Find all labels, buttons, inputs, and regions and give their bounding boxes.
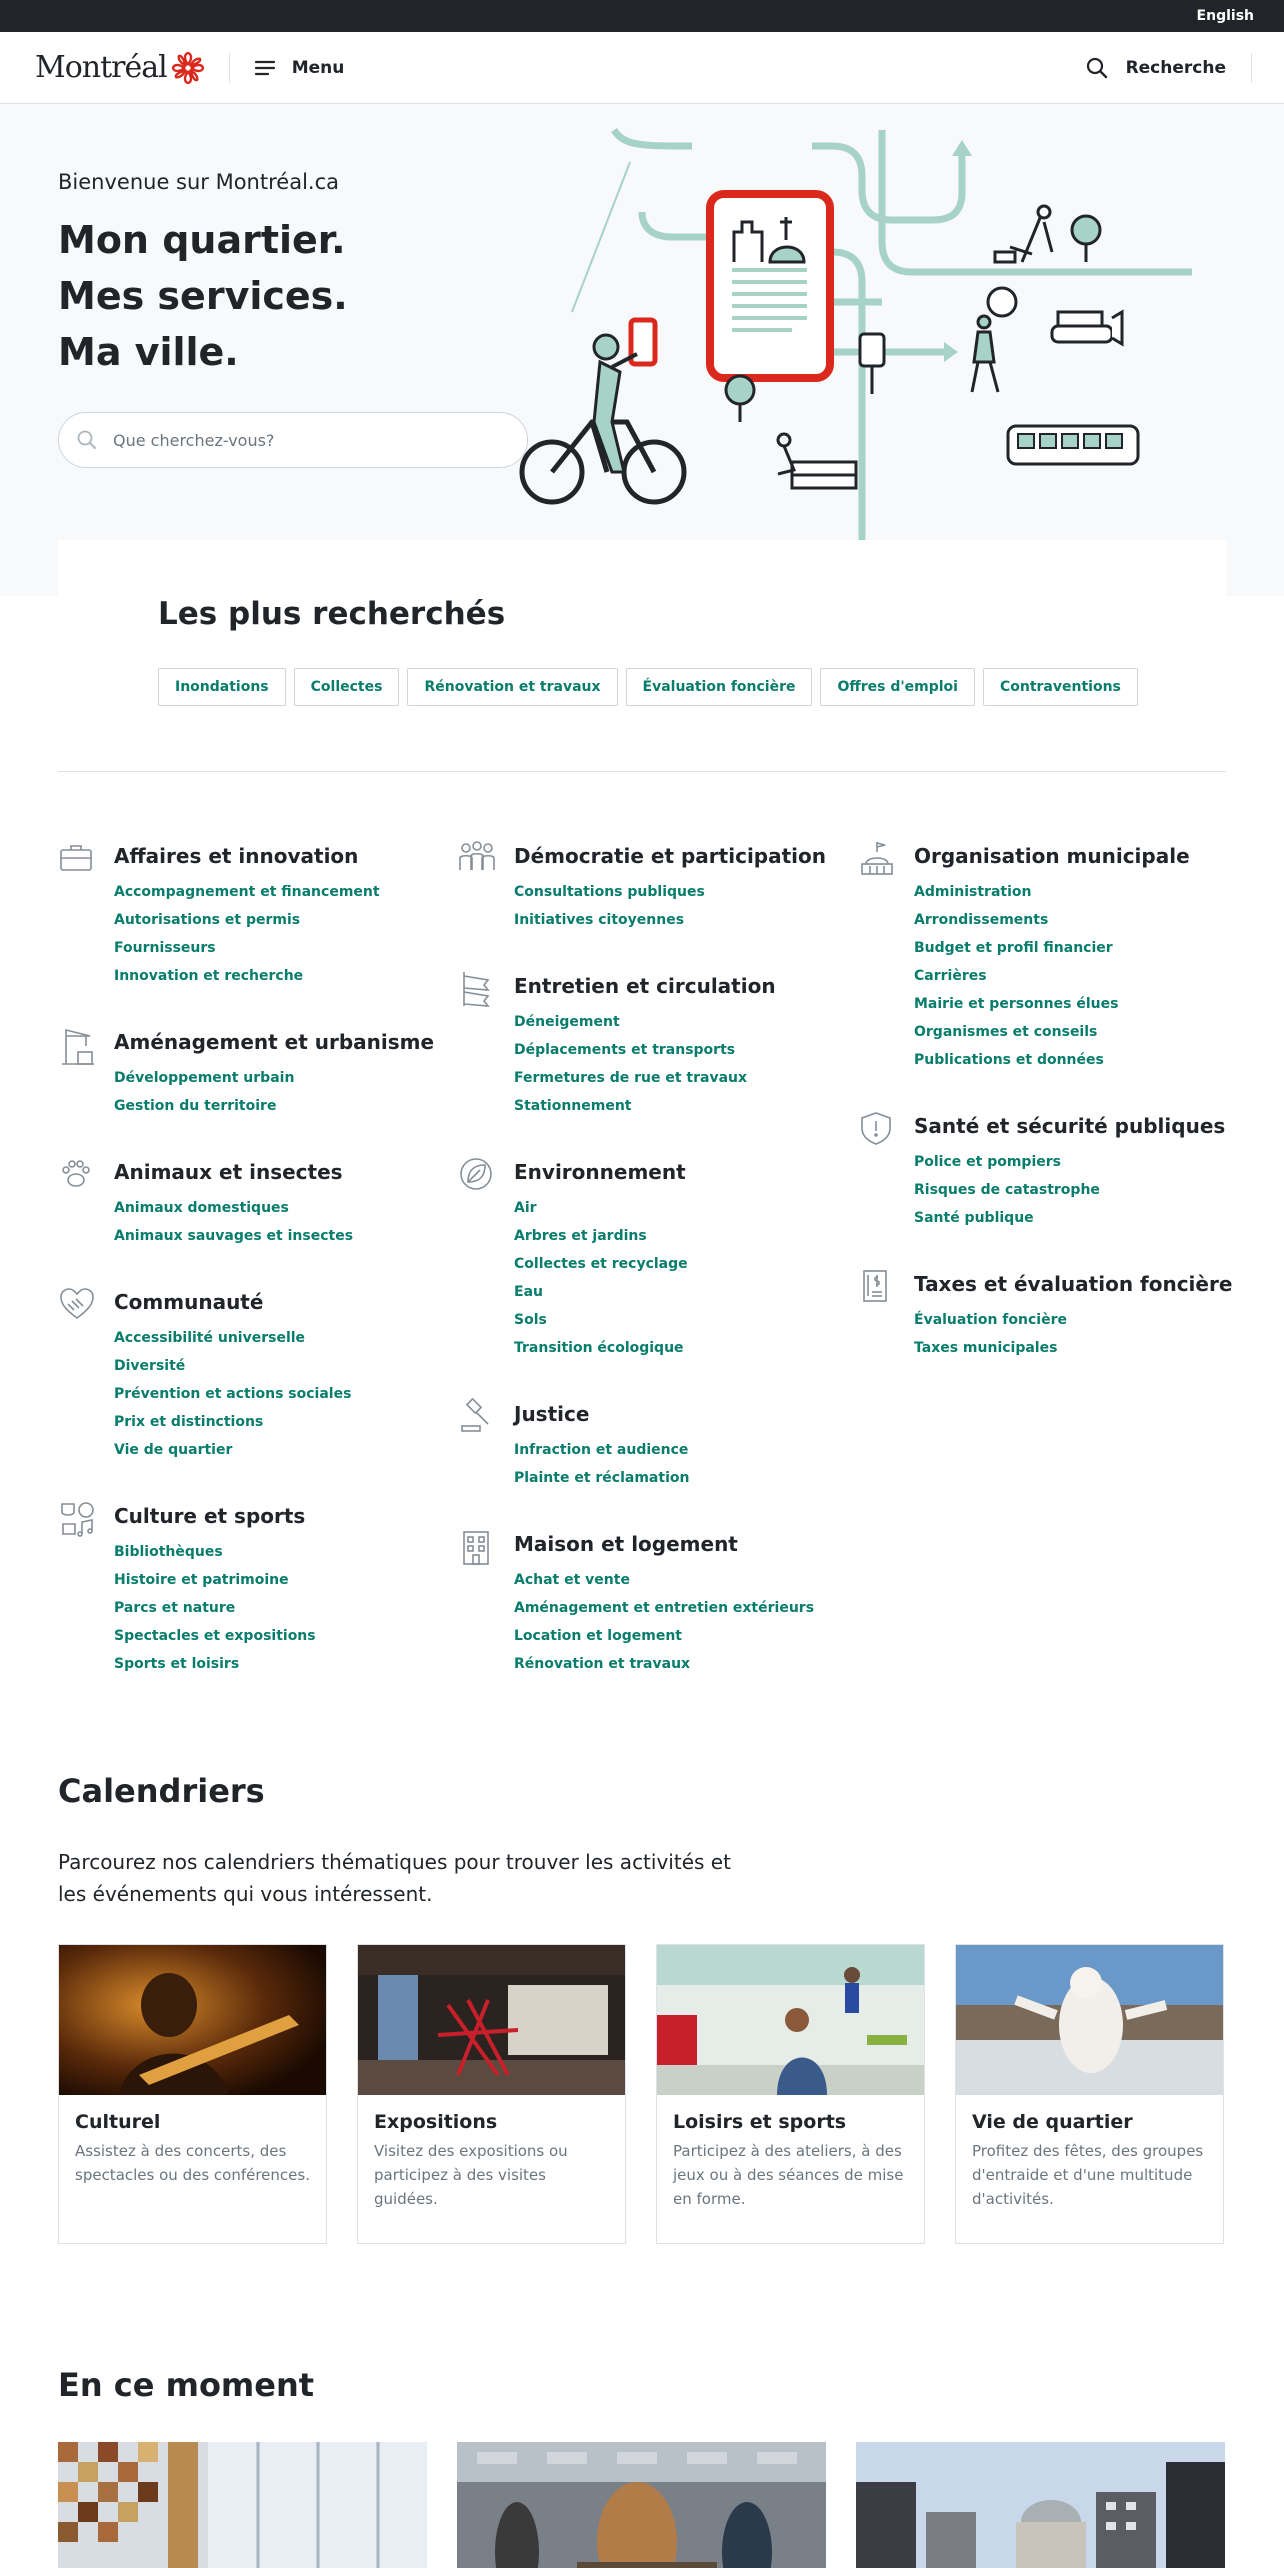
category-link[interactable]: Accompagnement et financement xyxy=(114,884,380,900)
montreal-logo[interactable] xyxy=(35,50,205,85)
current-news-title: En ce moment xyxy=(58,2366,315,2404)
calendar-card-list xyxy=(58,1944,1224,2244)
category-link[interactable]: Mairie et personnes élues xyxy=(914,996,1119,1012)
calendar-card-image xyxy=(59,1945,326,2095)
popular-chip[interactable]: Inondations xyxy=(158,668,286,706)
hero-title-line: Mon quartier. xyxy=(58,218,346,262)
hero-search-box[interactable] xyxy=(58,412,528,468)
tax-document-icon xyxy=(858,1268,894,1306)
city-illustration xyxy=(512,122,1192,542)
category-title[interactable]: Culture et sports xyxy=(114,1504,306,1528)
calendar-card-image xyxy=(657,1945,924,2095)
hero-title xyxy=(58,212,348,380)
category-link[interactable]: Fermetures de rue et travaux xyxy=(514,1070,748,1086)
category-link[interactable]: Sols xyxy=(514,1312,547,1328)
category-link[interactable]: Initiatives citoyennes xyxy=(514,912,685,928)
category-title[interactable]: Environnement xyxy=(514,1160,686,1184)
category-link[interactable]: Rénovation et travaux xyxy=(514,1656,691,1672)
category-link[interactable]: Organismes et conseils xyxy=(914,1024,1098,1040)
category-entretien xyxy=(458,970,838,1120)
category-link[interactable]: Vie de quartier xyxy=(114,1442,233,1458)
category-title[interactable]: Démocratie et participation xyxy=(514,844,827,868)
category-link[interactable]: Évaluation foncière xyxy=(914,1312,1067,1328)
category-animaux xyxy=(58,1156,438,1250)
news-card-image xyxy=(58,2442,427,2568)
calendar-card-text: Visitez des expositions ou participez à des visites guidées. xyxy=(374,2142,568,2208)
category-link[interactable]: Innovation et recherche xyxy=(114,968,304,984)
popular-chip[interactable]: Rénovation et travaux xyxy=(407,668,617,706)
category-sante xyxy=(858,1110,1238,1232)
header-separator-right xyxy=(1251,53,1252,83)
news-card-image xyxy=(457,2442,826,2568)
category-link[interactable]: Autorisations et permis xyxy=(114,912,301,928)
category-link[interactable]: Diversité xyxy=(114,1358,186,1374)
menu-label: Menu xyxy=(291,57,345,78)
logo-text: Montréal xyxy=(35,50,167,85)
category-link[interactable]: Parcs et nature xyxy=(114,1600,236,1616)
calendar-card-image xyxy=(358,1945,625,2095)
category-title[interactable]: Affaires et innovation xyxy=(114,844,359,868)
calendars-section xyxy=(58,1772,1226,2208)
paw-icon xyxy=(58,1156,94,1192)
calendar-card-loisirs[interactable] xyxy=(656,1944,925,2244)
calendar-card-text: Profitez des fêtes, des groupes d'entraide et d'une multitude d'activités. xyxy=(972,2142,1204,2208)
category-title[interactable]: Maison et logement xyxy=(514,1532,738,1556)
category-title[interactable]: Organisation municipale xyxy=(914,844,1190,868)
category-link[interactable]: Taxes municipales xyxy=(914,1340,1058,1356)
news-card[interactable] xyxy=(58,2442,427,2568)
header-separator xyxy=(229,53,230,83)
calendar-card-title: Expositions xyxy=(374,2111,498,2133)
hamburger-icon xyxy=(254,59,276,77)
building-icon xyxy=(458,1528,494,1566)
popular-chip[interactable]: Collectes xyxy=(294,668,400,706)
search-input[interactable] xyxy=(113,431,493,450)
people-icon xyxy=(458,840,496,876)
category-link[interactable]: Consultations publiques xyxy=(514,884,705,900)
popular-chip[interactable]: Offres d'emploi xyxy=(820,668,974,706)
category-link[interactable]: Police et pompiers xyxy=(914,1154,1061,1170)
category-title[interactable]: Taxes et évaluation foncière xyxy=(914,1272,1233,1296)
calendar-card-vie-quartier[interactable] xyxy=(955,1944,1224,2244)
category-link[interactable]: Arbres et jardins xyxy=(514,1228,647,1244)
category-link[interactable]: Histoire et patrimoine xyxy=(114,1572,289,1588)
category-link[interactable]: Arrondissements xyxy=(914,912,1049,928)
category-link[interactable]: Risques de catastrophe xyxy=(914,1182,1100,1198)
crane-icon xyxy=(58,1026,98,1066)
category-link[interactable]: Publications et données xyxy=(914,1052,1104,1068)
category-link[interactable]: Animaux domestiques xyxy=(114,1200,289,1216)
category-column xyxy=(858,840,1238,1398)
category-link[interactable]: Gestion du territoire xyxy=(114,1098,277,1114)
popular-chip-list xyxy=(158,668,1138,706)
category-link[interactable]: Fournisseurs xyxy=(114,940,216,956)
search-icon xyxy=(1086,57,1108,79)
popular-title: Les plus recherchés xyxy=(158,596,506,632)
calendar-card-title: Culturel xyxy=(75,2111,161,2133)
popular-chip[interactable]: Évaluation foncière xyxy=(626,668,813,706)
calendar-card-culturel[interactable] xyxy=(58,1944,327,2244)
category-title[interactable]: Justice xyxy=(514,1402,590,1426)
calendars-description: Parcourez nos calendriers thématiques pour trouver les activités et les événements qui vous intéressent. xyxy=(58,1850,731,1906)
category-column xyxy=(58,840,438,1714)
category-link[interactable]: Collectes et recyclage xyxy=(514,1256,688,1272)
category-link[interactable]: Spectacles et expositions xyxy=(114,1628,316,1644)
leaf-icon xyxy=(458,1156,494,1192)
news-card-image xyxy=(856,2442,1225,2568)
category-link[interactable]: Budget et profil financier xyxy=(914,940,1113,956)
news-card[interactable] xyxy=(856,2442,1225,2568)
category-link[interactable]: Bibliothèques xyxy=(114,1544,223,1560)
site-header xyxy=(0,32,1284,104)
calendar-card-text: Assistez à des concerts, des spectacles ou des conférences. xyxy=(75,2142,310,2184)
category-environnement xyxy=(458,1156,838,1362)
category-taxes xyxy=(858,1268,1238,1362)
search-icon xyxy=(77,430,97,450)
category-link[interactable]: Prévention et actions sociales xyxy=(114,1386,352,1402)
search-label: Recherche xyxy=(1125,57,1226,78)
category-affaires xyxy=(58,840,438,990)
category-communaute xyxy=(58,1286,438,1464)
category-link[interactable]: Infraction et audience xyxy=(514,1442,689,1458)
hero-title-line: Ma ville. xyxy=(58,330,239,374)
calendar-card-text: Participez à des ateliers, à des jeux ou à des séances de mise en forme. xyxy=(673,2142,904,2208)
calendar-card-title: Loisirs et sports xyxy=(673,2111,847,2133)
popular-chip[interactable]: Contraventions xyxy=(983,668,1138,706)
category-title[interactable]: Aménagement et urbanisme xyxy=(114,1030,435,1054)
category-culture xyxy=(58,1500,438,1678)
calendar-card-title: Vie de quartier xyxy=(972,2111,1133,2133)
culture-icon xyxy=(58,1500,96,1538)
category-title[interactable]: Entretien et circulation xyxy=(514,974,776,998)
language-bar xyxy=(0,0,1284,32)
category-link[interactable]: Déneigement xyxy=(514,1014,620,1030)
menu-button[interactable] xyxy=(254,58,345,78)
category-link[interactable]: Achat et vente xyxy=(514,1572,630,1588)
popular-searches-section xyxy=(58,540,1226,770)
category-link[interactable]: Animaux sauvages et insectes xyxy=(114,1228,354,1244)
category-link[interactable]: Air xyxy=(514,1200,537,1216)
category-link[interactable]: Transition écologique xyxy=(514,1340,684,1356)
handshake-heart-icon xyxy=(58,1286,96,1322)
category-justice xyxy=(458,1398,838,1492)
category-link[interactable]: Accessibilité universelle xyxy=(114,1330,306,1346)
city-hall-icon xyxy=(858,840,896,878)
category-link[interactable]: Prix et distinctions xyxy=(114,1414,264,1430)
category-maison xyxy=(458,1528,838,1678)
hero-title-line: Mes services. xyxy=(58,274,348,318)
category-title[interactable]: Animaux et insectes xyxy=(114,1160,343,1184)
language-link[interactable]: English xyxy=(1196,8,1254,24)
category-link[interactable]: Plainte et réclamation xyxy=(514,1470,690,1486)
road-sign-icon xyxy=(458,970,494,1008)
shield-icon xyxy=(858,1110,894,1146)
current-news-section xyxy=(58,2366,1226,2404)
category-democratie xyxy=(458,840,838,934)
news-card-list xyxy=(58,2442,1225,2568)
category-column xyxy=(458,840,838,1714)
category-link[interactable]: Carrières xyxy=(914,968,987,984)
news-card[interactable] xyxy=(457,2442,826,2568)
category-organisation xyxy=(858,840,1238,1074)
category-link[interactable]: Santé publique xyxy=(914,1210,1034,1226)
calendar-card-expositions[interactable] xyxy=(357,1944,626,2244)
gavel-icon xyxy=(458,1398,494,1434)
hero-welcome: Bienvenue sur Montréal.ca xyxy=(58,170,339,194)
category-link[interactable]: Eau xyxy=(514,1284,543,1300)
category-amenagement xyxy=(58,1026,438,1120)
briefcase-icon xyxy=(58,840,94,876)
section-divider xyxy=(58,771,1226,772)
category-link[interactable]: Stationnement xyxy=(514,1098,632,1114)
category-link[interactable]: Aménagement et entretien extérieurs xyxy=(514,1600,815,1616)
rosette-icon xyxy=(171,51,205,85)
category-link[interactable]: Location et logement xyxy=(514,1628,682,1644)
category-link[interactable]: Sports et loisirs xyxy=(114,1656,240,1672)
category-link[interactable]: Déplacements et transports xyxy=(514,1042,736,1058)
hero-section xyxy=(0,104,1284,596)
category-title[interactable]: Communauté xyxy=(114,1290,264,1314)
category-link[interactable]: Administration xyxy=(914,884,1032,900)
category-link[interactable]: Développement urbain xyxy=(114,1070,295,1086)
calendars-title: Calendriers xyxy=(58,1772,265,1810)
header-search-button[interactable] xyxy=(1086,57,1226,79)
calendar-card-image xyxy=(956,1945,1223,2095)
category-title[interactable]: Santé et sécurité publiques xyxy=(914,1114,1226,1138)
